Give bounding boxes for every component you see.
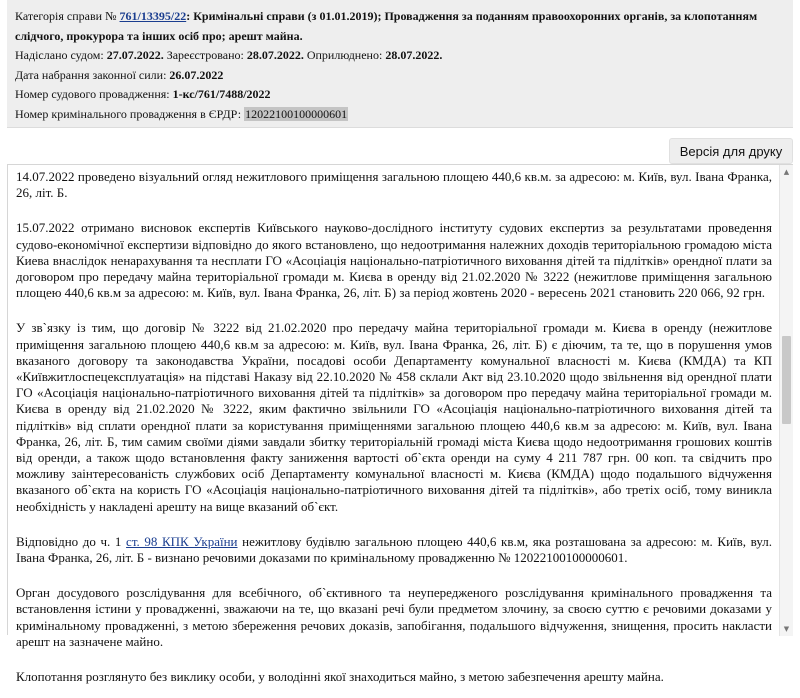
- document-viewer[interactable]: [7, 164, 793, 685]
- paragraph-request: Орган досудового розслідування для всебічного, об`єктивного та неупередженого розслідування кримінального провадження та встановлення істини у провадженні, зважаючи на те, що вказані речі були предметом злочину, за своєю суттю є речовими доказами у кримінальному провадженні, з метою збереження речових доказів, запобігання, подальшого відчуження, знищення, просить накласти арешт на зазначене майно.: [16, 585, 772, 649]
- paragraph-expert-conclusion: 15.07.2022 отримано висновок експертів Київського науково-дослідного інституту судових експертиз за результатами проведення судово-економічної експертизи відповідно до якого встановлено, що недоотримання належних доходів територіальною громадою міста Киева внаслідок ненарахування та несплати ГО «Асоціація національно-патріотичного виховання дітей та підлітків» орендної плати за договором про передачу майна територіальної громади м. Києва в оренду від 21.02.2020 № 3222 (нежитлове приміщення загальною площею 440,6 кв.м за адресою: м. Київ, вул. Івана Франка, 26, літ. Б) за період жовтень 2020 - вересень 2021 становить 220 066, 92 грн.: [16, 220, 772, 301]
- effective-date-row: Дата набрання законної сили: 26.07.2022: [15, 67, 224, 82]
- paragraph-reasoning: У зв`язку із тим, що договір № 3222 від 21.02.2020 про передачу майна територіальної громади м. Києва в оренду (нежитлове приміщення загальною площею 440,6 кв.м за адресою: м. Київ, вул. Івана Франка, 26, літ. Б) є діючим, та те, що в порушення умов вказаного договору та законодавства України, посадові особи Департаменту комунальної власності м. Києва (КМДА) та КП «Київжитлоспецексплуатація» на підставі Наказу від 22.10.2020 № 458 склали Акт від 23.10.2020 щодо звільнення від орендної плати ГО «Асоціація національно-патріотичного виховання дітей та підлітків» за договором про передачу майна територіальної громади м. Києва в оренду від 21.02.2020 № 3222, яким фактично звільнили ГО «Асоціація національно-патріотичного виховання дітей та підлітків» від сплати орендної плати за користування приміщеннями загальною площею 440,6 кв.м за адресою: м. Київ, вул. Івана Франка, 26, літ. Б, тим самим своїми діями завдали збитку територіальній громаді міста Києва щодо недоотримання грошових коштів від оренди, а також щодо встановлення факту заниження вартості об`єкта оренди на суму 4 211 787 грн. 00 коп. та свідчить про можливу заінтересованість службових осіб Департаменту комунальної власності м. Києва (КМДА) щодо подальшого відчуження вказаного об`єкта на користь ГО «Асоціація національно-патріотичного виховання дітей та підлітків», або третіх осіб, тому виникла необхідність у накладені арешту на вище вказаний об`єкт.: [16, 320, 772, 514]
- case-number-link[interactable]: 761/13395/22: [119, 9, 187, 23]
- proceeding-number: 1-кс/761/7488/2022: [172, 87, 271, 101]
- proceeding-number-row: Номер судового провадження: 1-кс/761/7488/2022: [15, 87, 271, 101]
- erdr-number: 12022100100000601: [245, 106, 348, 121]
- registered-date: 28.07.2022.: [246, 48, 304, 62]
- paragraph-evidence: Відповідно до ч. 1 ст. 98 КПК України нежитлову будівлю загальною площею 440,6 кв.м, яка розташована за адресою: м. Київ, вул. Івана Франка, 26, літ. Б - визнано речовими доказами по кримінальному провадженню № 12022100100000601.: [16, 533, 773, 566]
- case-dates: Надіслано судом: 27.07.2022. Зареєстровано: 28.07.2022. Оприлюднено: 28.07.2022.: [15, 48, 443, 62]
- effective-date: 26.07.2022: [169, 67, 224, 82]
- scroll-up-arrow-icon[interactable]: ▲: [783, 168, 790, 176]
- document-text: [16, 169, 772, 698]
- paragraph-consideration: Клопотання розглянуто без виклику особи, у володінні якої знаходиться майно, з метою забезпечення арешту майна.: [16, 669, 664, 685]
- sent-date: 27.07.2022.: [106, 48, 164, 62]
- case-metadata-panel: [7, 0, 793, 128]
- scroll-down-arrow-icon[interactable]: ▼: [783, 625, 790, 633]
- law-article-link[interactable]: ст. 98 КПК України: [126, 533, 238, 549]
- print-version-button[interactable]: Версія для друку: [669, 138, 793, 164]
- erdr-number-row: Номер кримінального провадження в ЄРДР: 12022100100000601: [15, 106, 348, 121]
- case-category-text: : Кримінальні справи (з 01.01.2019); Провадження за поданням правоохоронних органів, за клопотанням слідчого, прокурора та інших осіб про; арешт майна.: [15, 9, 758, 43]
- vertical-scrollbar[interactable]: [779, 165, 793, 636]
- scroll-thumb[interactable]: [782, 336, 791, 424]
- paragraph-inspection: 14.07.2022 проведено візуальний огляд нежитлового приміщення загальною площею 440,6 кв.м. за адресою: м. Київ, вул. Івана Франка, 26, літ. Б.: [16, 169, 772, 201]
- published-date: 28.07.2022.: [385, 48, 443, 62]
- case-category: Категорія справи № 761/13395/22: Кримінальні справи (з 01.01.2019); Провадження за поданням правоохоронних органів, за клопотанням слідчого, прокурора та інших осіб про; арешт майна.: [15, 9, 758, 43]
